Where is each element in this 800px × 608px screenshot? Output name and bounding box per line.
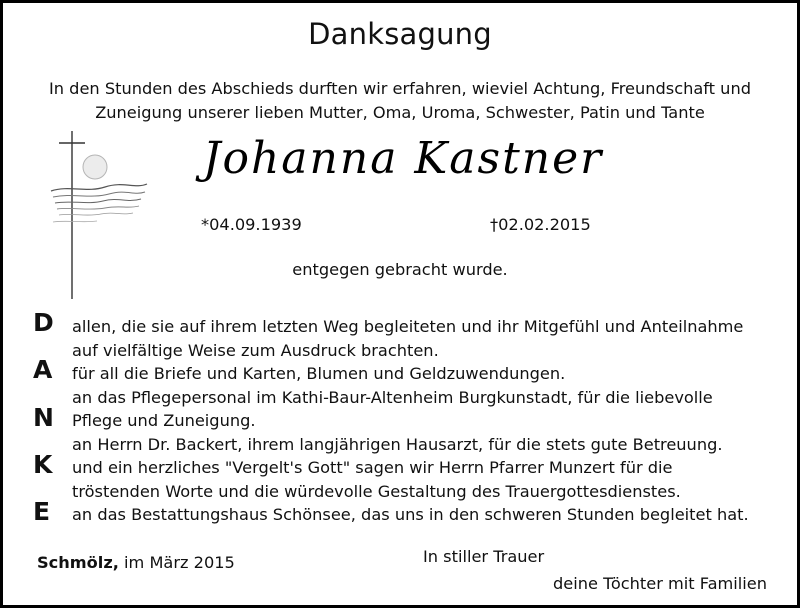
thanks-line: für all die Briefe und Karten, Blumen und Geldzuwendungen. xyxy=(72,364,566,383)
thanks-line: an das Pflegepersonal im Kathi-Baur-Altenheim Burgkunstadt, für die liebevolle xyxy=(72,387,713,407)
acrostic-letter: A xyxy=(33,355,53,384)
acrostic-letter: D xyxy=(33,308,54,337)
intro-line: In den Stunden des Abschieds durften wir erfahren, wieviel Achtung, Freundschaft und xyxy=(49,79,751,98)
acrostic-letter: E xyxy=(33,497,51,526)
intro-line: Zuneigung unserer lieben Mutter, Oma, Uroma, Schwester, Patin und Tante xyxy=(95,103,705,122)
thanks-line: auf vielfältige Weise zum Ausdruck brachten. xyxy=(72,340,439,360)
thanks-line: und ein herzliches "Vergelt's Gott" sagen wir Herrn Pfarrer Munzert für die xyxy=(72,458,673,477)
place-name: Schmölz, xyxy=(37,553,119,572)
thanks-list xyxy=(72,315,792,527)
deceased-name: Johanna Kastner xyxy=(202,133,604,184)
thanks-line: Pflege und Zuneigung. xyxy=(72,411,256,430)
acrostic-letter: N xyxy=(33,403,54,432)
acrostic-letter: K xyxy=(33,450,53,479)
thanks-line: an Herrn Dr. Backert, ihrem langjährigen Hausarzt, für die stets gute Betreuung. xyxy=(72,434,723,454)
birth-date: *04.09.1939 xyxy=(201,215,302,234)
signoff-line-1: In stiller Trauer xyxy=(423,547,545,566)
thanks-line: tröstenden Worte und die würdevolle Gestaltung des Trauergottesdienstes. xyxy=(72,481,681,501)
place-and-date xyxy=(37,553,235,572)
notice-title: Danksagung xyxy=(308,17,492,51)
death-date: †02.02.2015 xyxy=(490,215,591,234)
notice-date: im März 2015 xyxy=(124,553,235,572)
intro-closing: entgegen gebracht wurde. xyxy=(292,260,508,279)
signoff-line-2: deine Töchter mit Familien xyxy=(553,574,768,593)
thanks-line: allen, die sie auf ihrem letzten Weg begleiteten und ihr Mitgefühl und Anteilnahme xyxy=(72,317,744,336)
thanks-line: an das Bestattungshaus Schönsee, das uns in den schweren Stunden begleitet hat. xyxy=(72,505,749,524)
intro-text xyxy=(25,77,775,125)
